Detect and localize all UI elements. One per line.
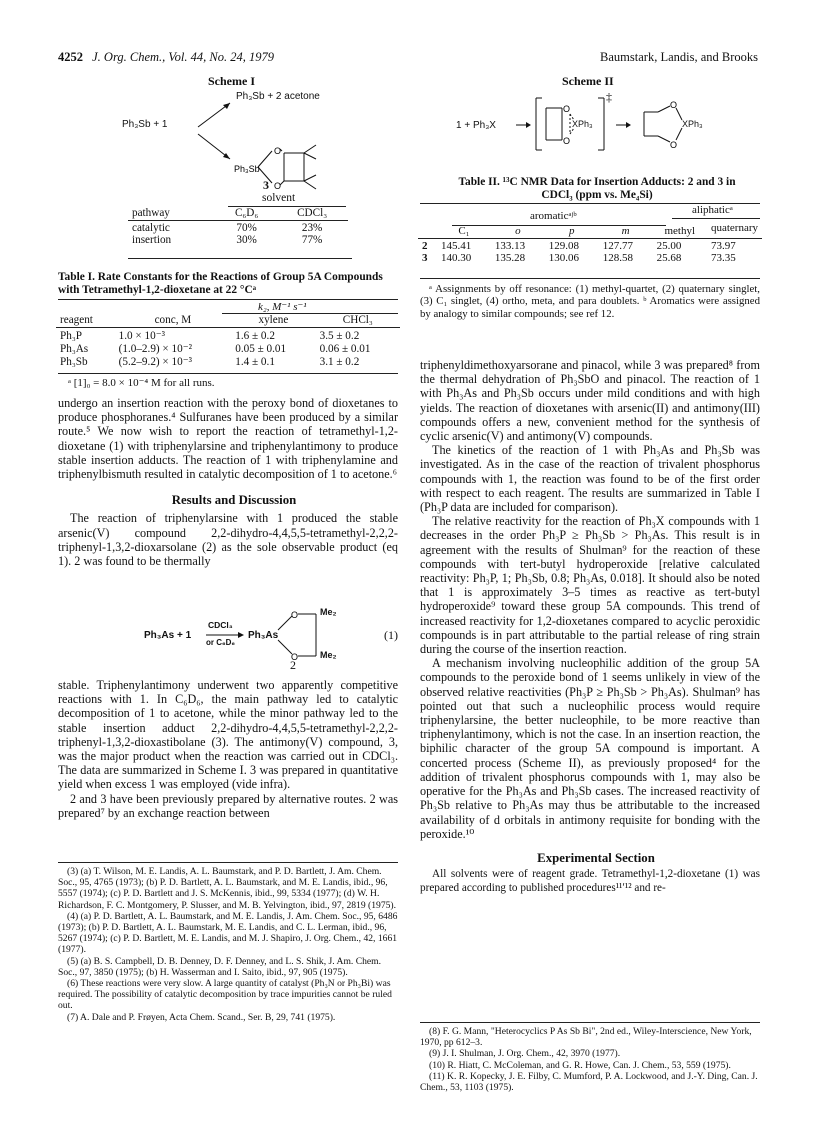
shift-cell: 128.58 <box>602 252 633 264</box>
footnote: (9) J. I. Shulman, J. Org. Chem., 42, 3970 (1977). <box>429 1048 621 1060</box>
footnotes-left <box>58 866 398 1023</box>
eq-me-bottom: Me₂ <box>320 650 337 660</box>
paragraph: A mechanism involving nucleophilic addition of the group 5A compounds to the peroxide bond of 1 seems unlikely in view of the observed relative reactivities (Ph₃P ≥ Ph₃Sb > Ph₃As). Shulman⁹ has pointed out that such a nucleophilic process would require triphenylarsine, the better nucleophile, to be more reactive than triphenylantimony, which is not the case. In an insertion reaction, the biphilic character of the group 5A compound is important. A concerted process (Scheme II), as previously proposed⁴ for the addition of trivalent phosphorus compounds with 1, may also be operative for the Ph₃As and Ph₃Sb cases. The increased reactivity of Ph₃Sb relative to Ph₃As may thus be attributable to the increased availability of d orbitals in antimony requisite for bonding with the peroxide.¹⁰ <box>420 656 760 841</box>
col-chcl3: CHCl₃ <box>342 314 373 326</box>
scheme-2 <box>420 74 760 170</box>
solvent-header: solvent <box>262 192 296 204</box>
table-row <box>56 355 400 368</box>
chcl3-cell: 3.5 ± 0.2 <box>319 329 360 342</box>
svg-text:O: O <box>274 181 282 191</box>
eq-condition-bottom: or C₆D₆ <box>206 638 236 647</box>
shift-cell: 25.00 <box>656 240 682 252</box>
col-para: p <box>568 225 575 237</box>
col-ortho: o <box>515 225 521 237</box>
reagent-cell: Ph₃Sb <box>60 355 88 368</box>
table-2-note <box>420 283 760 320</box>
value-cell: 23% <box>301 222 323 234</box>
col-cdcl3: CDCl₃ <box>297 207 328 219</box>
eq-condition-top: CDCl₃ <box>208 620 233 630</box>
right-body <box>420 358 760 896</box>
svg-text:O: O <box>291 652 299 662</box>
table-row <box>128 222 348 234</box>
col-xylene: xylene <box>258 314 289 326</box>
table-2-caption: Table II. ¹³C NMR Data for Insertion Adducts: 2 and 3 in CDCl₃ (ppm vs. Me₄Si) <box>458 176 736 201</box>
table-row <box>56 329 400 342</box>
scheme-2-product-atom: XPh₃ <box>682 119 703 129</box>
compound-3-label: 3 <box>263 178 269 192</box>
section-title-experimental: Experimental Section <box>537 850 655 865</box>
svg-text:O: O <box>670 100 678 110</box>
value-cell: 70% <box>236 222 257 234</box>
shift-cell: 25.68 <box>656 252 682 264</box>
xylene-cell: 0.05 ± 0.01 <box>235 342 287 355</box>
paragraph: The kinetics of the reaction of 1 with Ph₃As and Ph₃Sb was investigated. As in the case of the reaction of trivalent phosphorus compounds with 1, the reaction was found to be of the first order with respect to each reagent. The results are summarized in Table I (Ph₃P data are included for comparison). <box>420 443 760 515</box>
eq-compound-label: 2 <box>290 658 296 672</box>
footnote: (4) (a) P. D. Bartlett, A. L. Baumstark, and M. E. Landis, J. Am. Chem. Soc., 95, 6486 (1973); (b) P. D. Bartlett, A. L. Baumstark, M. E. Landis, and C. L. Lerman, ibid., 96, 5267 (1974); (c) P. D. Bartlett, M. E. Landis, and M. J. Shapiro, J. Org. Chem., 42, 1661 (1977). <box>58 910 398 956</box>
xylene-cell: 1.4 ± 0.1 <box>235 355 275 368</box>
table-1-caption: Table I. Rate Constants for the Reactions of Group 5A Compounds with Tetramethyl-1,2-dioxetane at 22 °Cᵃ <box>58 271 383 296</box>
svg-text:Ph₃Sb: Ph₃Sb <box>234 164 260 174</box>
scheme-2-ts-atom: XPh₃ <box>572 119 593 129</box>
col-c6d6: C₆D₆ <box>234 207 259 219</box>
svg-text:O: O <box>670 140 678 150</box>
col-c1: C₁ <box>458 225 470 237</box>
footnote: (3) (a) T. Wilson, M. E. Landis, A. L. Baumstark, and P. D. Bartlett, J. Am. Chem. Soc., 95, 4765 (1973); (b) P. D. Bartlett, A. L. Baumstark, and M. E. Landis, ibid., 96, 5557 (1974); (c) P. D. Bartlett and J. S. McKennis, ibid., 99, 5334 (1977); (d) W. H. Richardson, F. C. Montgomery, P. Slusser, and M. B. Yelvington, ibid., 97, 2819 (1975). <box>58 866 397 911</box>
eq-number: (1) <box>384 628 398 642</box>
xylene-cell: 1.6 ± 0.2 <box>235 329 275 342</box>
shift-cell: 127.77 <box>602 240 633 252</box>
chcl3-cell: 0.06 ± 0.01 <box>319 342 371 355</box>
section-title-results: Results and Discussion <box>171 493 297 508</box>
conc-cell: (1.0–2.9) × 10⁻² <box>118 343 192 355</box>
paragraph: The relative reactivity for the reaction of Ph₃X compounds with 1 decreases in the order Ph₃P ≥ Ph₃Sb > Ph₃As. This result is in agreement with the results of Shulman⁹ for the reaction of these compounds with tert-butyl hydroperoxide [relative calculated reactivity: Ph₃P, 1; Ph₃Sb, 0.8; Ph₃As, 0.018]. It should also be noted that 1 is approximately 3–5 times as reactive as tert-butyl hydroperoxide⁹ toward these group 5A compounds. This trend of increased reactivity for 1,2-dioxetanes compared to acyclic peroxidic compounds is in part attributable to the partial release of ring strain during the course of the insertion reaction. <box>420 514 760 657</box>
table-1-footnote: ᵃ [1]₀ = 8.0 × 10⁻⁴ M for all runs. <box>68 377 215 389</box>
col-reagent: reagent <box>60 314 93 326</box>
conc-cell: (5.2–9.2) × 10⁻³ <box>118 356 192 368</box>
paragraph: stable. Triphenylantimony underwent two apparently competitive reactions with 1. In C₆D₆, the main pathway led to catalytic decomposition of 1 to acetone, while the minor pathway led to the stable insertion adduct 2,2-dihydro-4,4,5,5-tetramethyl-2,2,2-triphenyl-1,3,2-dioxastibolane (3). The antimony(V) compound, 3, was the major product when the reaction was carried out in CDCl₃. The data are summarized in Scheme I. 3 was prepared in quantitative yield when excess 1 was employed (vide infra). <box>58 678 398 792</box>
conc-cell: 1.0 × 10⁻³ <box>118 330 165 342</box>
page-number: 4252 <box>58 50 83 64</box>
eq-product: Ph₃As <box>248 630 279 641</box>
paragraph: undergo an insertion reaction with the peroxy bond of dioxetanes to produce phosphoranes.⁴ Sulfuranes have been produced by a similar route.⁵ We now wish to report the reaction of tetramethyl-1,2-dioxetane (1) with triphenylarsine and triphenylantimony to produce stable insertion adducts. The reaction of 1 with triphenylamine and triphenylbismuth resulted in catalytic decomposition of 1 to acetone.⁶ <box>58 396 398 482</box>
equation-1 <box>58 604 398 672</box>
table-2 <box>418 219 762 264</box>
svg-text:O: O <box>274 146 282 156</box>
col-compound <box>418 219 437 237</box>
value-cell: 30% <box>236 234 257 246</box>
reagent-cell: Ph₃As <box>60 342 89 355</box>
pathway-cell: insertion <box>132 234 172 246</box>
left-body-bottom <box>58 678 398 820</box>
table-row <box>418 252 762 264</box>
shift-cell: 130.06 <box>548 252 580 264</box>
scheme-2-title: Scheme II <box>562 74 614 88</box>
footnote: (8) F. G. Mann, "Heterocyclics P As Sb Bi", 2nd ed., Wiley-Interscience, New York, 1970, pp 612–3. <box>420 1026 752 1049</box>
table-note: ᵃ Assignments by off resonance: (1) methyl-quartet, (2) quaternary singlet, (3) C₁ singlet, (4) ortho, meta, and para doublets. ᵇ Aromatics were assigned by analogy to similar compounds; see ref 12. <box>420 283 760 320</box>
paragraph: All solvents were of reagent grade. Tetramethyl-1,2-dioxetane (1) was prepared according to published procedures¹¹ʹ¹² and re- <box>420 868 760 895</box>
eq-me-top: Me₂ <box>320 607 337 617</box>
shift-cell: 135.28 <box>494 252 526 264</box>
col-meta: m <box>621 225 630 237</box>
paragraph: triphenyldimethoxyarsorane and pinacol, while 3 was prepared⁸ from the thermal dehydration of Ph₃SbO and pinacol. The reaction of 1 with Ph₃As and Ph₃Sb occurs under mild conditions and with high yields. The reaction of dioxetanes with arsenic(II) and antimony(III) compounds offers a new, convenient method for the synthesis of cyclic arsenic(V) and antimony(V) compounds. <box>420 358 760 444</box>
pathway-cell: catalytic <box>132 222 170 234</box>
scheme-1 <box>58 74 398 269</box>
footnote: (6) These reactions were very slow. A large quantity of catalyst (Ph₃N or Ph₃Bi) was required. The possibility of catalytic decomposition by trace impurities cannot be ruled out. <box>58 978 392 1012</box>
eq-arrow <box>58 604 398 672</box>
compound-cell: 3 <box>422 252 428 264</box>
col-methyl: methyl <box>664 225 696 237</box>
scheme-1-title: Scheme I <box>208 74 255 88</box>
col-conc: conc, M <box>154 314 192 326</box>
scheme-1-table <box>128 207 348 246</box>
footnotes-right <box>420 1026 760 1093</box>
scheme-2-reactant: 1 + Ph₃X <box>456 120 496 131</box>
table-2-aliphatic-header: aliphaticᵃ <box>692 204 733 216</box>
footnote: (10) R. Hiatt, C. McColeman, and G. R. Howe, Can. J. Chem., 53, 559 (1975). <box>429 1059 731 1071</box>
table-row <box>56 342 400 355</box>
reagent-cell: Ph₃P <box>60 329 82 342</box>
svg-text:O: O <box>563 136 571 146</box>
shift-cell: 73.97 <box>710 240 736 252</box>
svg-text:O: O <box>563 104 571 114</box>
page-header <box>58 50 758 65</box>
shift-cell: 145.41 <box>441 240 472 252</box>
value-cell: 77% <box>301 234 323 246</box>
paragraph: The reaction of triphenylarsine with 1 produced the stable arsenic(V) compound 2,2-dihydro-4,4,5,5-tetramethyl-2,2,2-triphenyl-1,3,2-dioxarsolane (2) as the sole observable product (eq 1). 2 was found to be thermally <box>58 511 398 569</box>
scheme-1-catalytic-product: Ph₃Sb + 2 acetone <box>236 91 320 102</box>
journal-citation: J. Org. Chem., Vol. 44, No. 24, 1979 <box>92 50 274 64</box>
scheme-2-dagger: ‡ <box>606 90 612 104</box>
table-1-k-header: k₂, M⁻¹ s⁻¹ <box>258 301 307 313</box>
shift-cell: 140.30 <box>441 252 472 264</box>
scheme-1-reactant: Ph₃Sb + 1 <box>122 119 168 130</box>
footnote: (11) K. R. Kopecky, J. E. Filby, C. Mumford, P. A. Lockwood, and J.-Y. Ding, Can. J. Chem., 53, 1103 (1975). <box>420 1070 758 1094</box>
eq-reactant: Ph₃As + 1 <box>144 630 192 641</box>
col-pathway: pathway <box>132 207 170 219</box>
footnote: (5) (a) B. S. Campbell, D. B. Denney, D. F. Denney, and L. S. Shik, J. Am. Chem. Soc., 97, 3850 (1975); (b) H. Wasserman and I. Saito, ibid., 97, 905 (1975). <box>58 955 382 978</box>
table-row <box>418 240 762 252</box>
paragraph: 2 and 3 have been previously prepared by alternative routes. 2 was prepared⁷ by an exchange reaction between <box>58 791 398 820</box>
running-authors: Baumstark, Landis, and Brooks <box>600 50 758 64</box>
table-row <box>128 234 348 246</box>
shift-cell: 73.35 <box>710 252 736 264</box>
shift-cell: 129.08 <box>548 240 580 252</box>
table-2-aromatic-header: aromaticᵃʲᵇ <box>530 210 577 222</box>
svg-text:O: O <box>291 610 299 620</box>
table-1 <box>56 314 400 368</box>
left-body-top <box>58 396 398 568</box>
compound-cell: 2 <box>422 240 428 252</box>
col-quaternary: quaternary <box>710 221 758 234</box>
scheme-1-structure <box>58 89 398 209</box>
shift-cell: 133.13 <box>494 240 526 252</box>
chcl3-cell: 3.1 ± 0.2 <box>319 355 360 368</box>
footnote: (7) A. Dale and P. Frøyen, Acta Chem. Scand., Ser. B, 29, 741 (1975). <box>67 1011 336 1023</box>
